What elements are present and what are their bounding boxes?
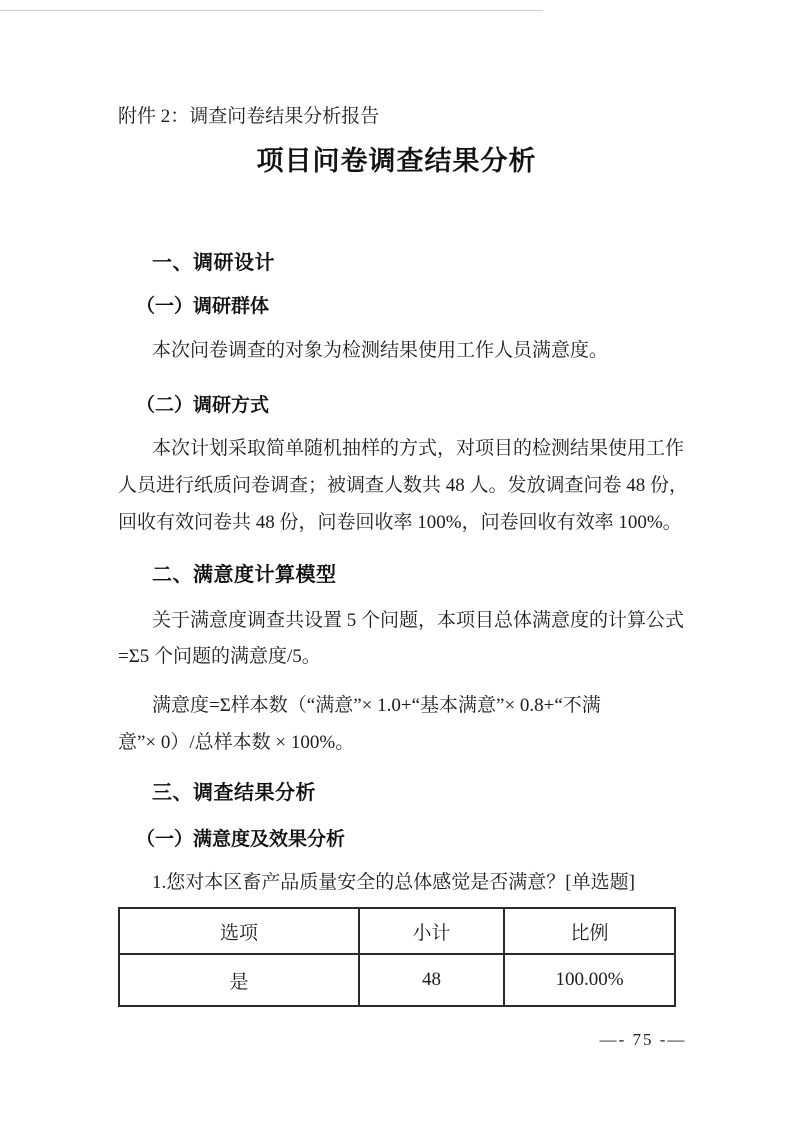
section-2-heading: 二、满意度计算模型 [152, 564, 337, 586]
table-cell-subtotal: 48 [359, 954, 504, 1006]
section-2-paragraph-2-line-1: 满意度=Σ样本数（“满意”× 1.0+“基本满意”× 0.8+“不满 [152, 695, 601, 716]
section-3-heading: 三、调查结果分析 [152, 782, 316, 804]
section-3-1-heading: （一）满意度及效果分析 [136, 829, 346, 850]
section-1-2-line-3: 回收有效问卷共 48 份，问卷回收率 100%，问卷回收有效率 100%。 [118, 512, 682, 533]
section-2-paragraph-1-line-2: =Σ5 个问题的满意度/5。 [118, 646, 321, 667]
page-title: 项目问卷调查结果分析 [256, 146, 537, 176]
section-1-heading: 一、调研设计 [152, 252, 275, 274]
section-2-paragraph-1-line-1: 关于满意度调查共设置 5 个问题，本项目总体满意度的计算公式 [152, 610, 685, 631]
table-cell-option: 是 [119, 954, 359, 1006]
table-header-row [119, 908, 675, 954]
section-1-2-heading: （二）调研方式 [136, 395, 270, 416]
section-1-2-line-1: 本次计划采取简单随机抽样的方式，对项目的检测结果使用工作 [152, 438, 685, 459]
table-header-option: 选项 [119, 908, 359, 954]
table-header-subtotal: 小计 [359, 908, 504, 954]
scan-artifact-line [0, 10, 543, 11]
results-table [118, 907, 676, 1007]
section-2-paragraph-2-line-2: 意”× 0）/总样本数 × 100%。 [118, 732, 355, 753]
attachment-label: 附件 2：调查问卷结果分析报告 [118, 106, 380, 127]
table-row [119, 954, 675, 1006]
page-number: —- 75 -— [599, 1030, 687, 1049]
table-cell-ratio: 100.00% [504, 954, 675, 1006]
table-header-ratio: 比例 [504, 908, 675, 954]
section-1-1-paragraph: 本次问卷调查的对象为检测结果使用工作人员满意度。 [152, 340, 609, 361]
question-1-label: 1.您对本区畜产品质量安全的总体感觉是否满意？[单选题] [152, 872, 635, 893]
section-1-1-heading: （一）调研群体 [136, 296, 270, 317]
section-1-2-line-2: 人员进行纸质问卷调查；被调查人数共 48 人。发放调查问卷 48 份， [118, 475, 689, 496]
